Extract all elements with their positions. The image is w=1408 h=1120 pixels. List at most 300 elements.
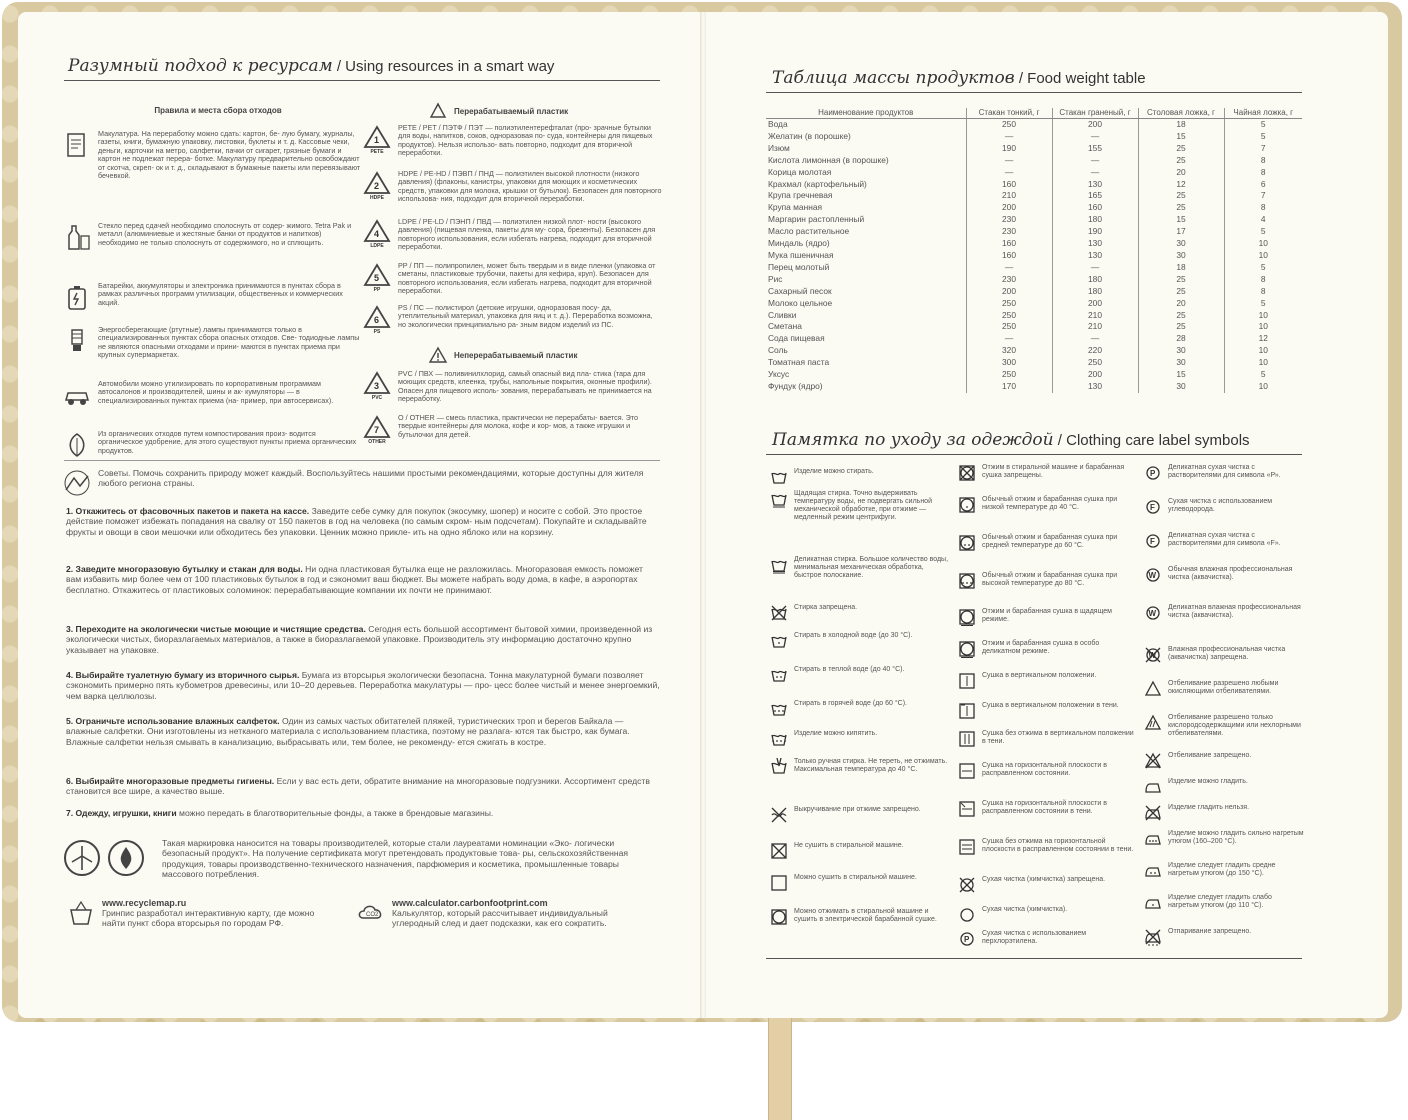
care-symbol-item bbox=[1144, 804, 1304, 822]
eco-leaf-icon bbox=[62, 838, 102, 878]
food-product-name: Корица молотая bbox=[768, 166, 832, 177]
food-table-value: 250 bbox=[966, 369, 1052, 381]
food-table-value: 12 bbox=[1224, 333, 1302, 345]
care-sqcircle-1-icon bbox=[958, 496, 976, 514]
care-symbol-item bbox=[770, 700, 950, 718]
food-table-row bbox=[766, 333, 1302, 345]
food-table-value: 250 bbox=[966, 298, 1052, 310]
svg-text:CO2: CO2 bbox=[366, 912, 379, 918]
care-iron-x-icon bbox=[1144, 804, 1162, 822]
food-product-name: Кислота лимонная (в порошке) bbox=[768, 154, 889, 165]
eco-drop-icon bbox=[106, 838, 146, 878]
care-symbol-label: Только ручная стирка. Не тереть, не отжимать. Максимальная температура до 40 °С. bbox=[794, 758, 948, 773]
care-symbol-item bbox=[770, 666, 950, 684]
food-table-value: 10 bbox=[1224, 321, 1302, 333]
care-symbol-item bbox=[1144, 752, 1304, 770]
plastic-code-abbr: PS bbox=[373, 329, 381, 335]
paper-icon bbox=[62, 130, 92, 160]
care-sq-vlines-icon bbox=[958, 730, 976, 748]
food-table-row bbox=[766, 155, 1302, 167]
tip-heading: 3. Переходите на экологически чистые моющие и чистящие средства. bbox=[66, 624, 366, 634]
food-table-row bbox=[766, 190, 1302, 202]
waste-rule-text: Стекло перед сдачей необходимо сполоснуть от содер- жимого. Tetra Pak и металл (алюминиевые и жестяные банки от продуктов и напитков) необходимо не только сполоснуть от содержимого, но и сплющить. bbox=[98, 221, 352, 247]
food-table-value: 250 bbox=[966, 119, 1052, 131]
food-product-name: Желатин (в порошке) bbox=[768, 130, 851, 141]
care-triangle-x-icon bbox=[1144, 752, 1162, 770]
food-table-value: 165 bbox=[1052, 190, 1138, 202]
care-tub-x-icon bbox=[770, 604, 788, 622]
waste-rule-text: Батарейки, аккумуляторы и электроника принимаются в пунктах сбора в рамках различных программ утилизации, общественных и коммерческих акций. bbox=[98, 281, 343, 307]
carbon-text: Калькулятор, который рассчитывает индивидуальный углеродный след и дает подсказки, как его сократить. bbox=[392, 908, 608, 929]
tip-text: Бумага из вторсырья экологически безопасна. Тонна макулатурной бумаги позволяет сэкономить примерно пять кубометров древесины, или 10–20 деревьев. Переработка макулатуры — про- цесс более чистый и менее энергоемкий, чем варка целлюлозы. bbox=[66, 670, 660, 701]
care-circle-f-icon bbox=[1144, 498, 1162, 516]
care-symbol-label: Отжим и барабанная сушка в особо деликатном режиме. bbox=[982, 640, 1100, 655]
care-symbol-item bbox=[1144, 464, 1304, 482]
tip-heading: 5. Ограничьте использование влажных салфеток. bbox=[66, 716, 280, 726]
food-table-value: 30 bbox=[1138, 345, 1224, 357]
food-table-value: 210 bbox=[1052, 310, 1138, 322]
nonrecyclable-heading bbox=[428, 346, 628, 364]
care-symbol-label: Изделие следует гладить слабо нагретым утюгом (до 110 °С). bbox=[1168, 894, 1272, 909]
food-table-row bbox=[766, 119, 1302, 131]
care-steam-x-icon bbox=[1144, 928, 1162, 946]
eco-label-block bbox=[62, 838, 662, 880]
food-table-row bbox=[766, 167, 1302, 179]
food-table-value: — bbox=[1052, 333, 1138, 345]
plastic-code-abbr: HDPE bbox=[370, 195, 384, 201]
care-circle-p-icon bbox=[1144, 464, 1162, 482]
care-sqcircle-bar-icon bbox=[958, 608, 976, 626]
plastic-code-text: PP / ПП — полипропилен, может быть твердым и в виде пленки (упаковка от сметаны, пластиковые трубочки, пакеты для кефира, круп). Безопасен для повторного использования, если избегать нагрева, подходит для вторичной переработки. bbox=[398, 261, 656, 296]
care-symbol-item bbox=[1144, 680, 1304, 698]
care-symbol-item bbox=[770, 730, 950, 748]
care-symbol-item bbox=[770, 806, 950, 824]
care-triangle-lines-icon bbox=[1144, 714, 1162, 732]
food-table-value: 8 bbox=[1224, 155, 1302, 167]
care-symbol-label: Выкручивание при отжиме запрещено. bbox=[794, 806, 921, 813]
care-symbol-item bbox=[770, 908, 950, 926]
care-symbol-item bbox=[770, 468, 950, 486]
care-symbol-item bbox=[958, 672, 1138, 690]
food-table-value: 25 bbox=[1138, 155, 1224, 167]
care-symbol-label: Изделие можно гладить сильно нагретым утюгом (160–200 °С). bbox=[1168, 830, 1304, 845]
care-symbol-label: Изделие можно кипятить. bbox=[794, 730, 878, 737]
care-symbol-item bbox=[1144, 928, 1304, 946]
care-symbol-label: Изделие можно гладить. bbox=[1168, 778, 1248, 785]
plastic-code-abbr: LDPE bbox=[370, 243, 384, 249]
food-table-value: 230 bbox=[966, 214, 1052, 226]
care-symbol-label: Можно сушить в стиральной машине. bbox=[794, 874, 917, 881]
care-symbol-item bbox=[958, 800, 1138, 818]
svg-text:W: W bbox=[1148, 609, 1157, 618]
food-product-name: Вода bbox=[768, 119, 788, 129]
care-square-circle-icon bbox=[770, 908, 788, 926]
food-table-value: 20 bbox=[1138, 167, 1224, 179]
food-table-value: 25 bbox=[1138, 274, 1224, 286]
food-table-value: 250 bbox=[1052, 357, 1138, 369]
care-square-icon bbox=[770, 874, 788, 892]
food-table-value: 210 bbox=[966, 190, 1052, 202]
food-table-value: 7 bbox=[1224, 190, 1302, 202]
plastic-code-number: 5 bbox=[374, 273, 380, 283]
care-tub-bar-icon bbox=[770, 490, 788, 508]
tip-heading: 2. Заведите многоразовую бутылку и стакан для воды. bbox=[66, 564, 303, 574]
plastic-code-text: PETE / PET / ПЭТФ / ПЭТ — полиэтилентерефталат (про- зрачные бутылки для воды, напитков, соков, одноразовая по- суда, контейнеры для пищевых продуктов). Нельзя использо- вать повторно, подходит для вторичной переработки. bbox=[398, 123, 653, 158]
food-table-value: 8 bbox=[1224, 286, 1302, 298]
food-table-value: 10 bbox=[1224, 345, 1302, 357]
waste-rule-item bbox=[62, 222, 362, 252]
care-symbol-item bbox=[1144, 830, 1304, 848]
plastic-code-number: 7 bbox=[374, 425, 380, 435]
recyclemap-link[interactable]: www.recyclemap.ru bbox=[102, 898, 187, 908]
care-symbol-item bbox=[1144, 862, 1304, 880]
care-symbol-item bbox=[958, 608, 1138, 626]
care-tub-4-icon bbox=[770, 730, 788, 748]
care-symbol-item bbox=[770, 556, 950, 580]
care-title-ru: Памятка по уходу за одеждой bbox=[772, 430, 1054, 450]
food-table-value: 160 bbox=[1052, 202, 1138, 214]
svg-text:F: F bbox=[1150, 537, 1155, 546]
waste-rule-text: Автомобили можно утилизировать по корпоративным программам автосалонов и производителей, шины и ак- кумуляторы — в специализированных пунктах приема (на- пример, при автосервисах). bbox=[98, 379, 334, 405]
care-symbol-item bbox=[958, 464, 1138, 482]
food-table-value: 130 bbox=[1052, 179, 1138, 191]
recyclemap-link-block bbox=[66, 898, 336, 929]
care-symbol-label: Щадящая стирка. Точно выдерживать температуру воды, не подвергать сильной механической обработке, при отжиме — медленный режим центрифуги. bbox=[794, 490, 932, 521]
food-product-name: Миндаль (ядро) bbox=[768, 238, 830, 249]
tips-icon bbox=[62, 468, 92, 498]
food-table-header: Стакан тонкий, г bbox=[966, 108, 1052, 119]
food-table-value: 30 bbox=[1138, 238, 1224, 250]
food-table-value: 4 bbox=[1224, 214, 1302, 226]
food-table-row bbox=[766, 310, 1302, 322]
basket-icon bbox=[66, 898, 96, 928]
care-symbol-label: Стирать в горячей воде (до 60 °С). bbox=[794, 700, 907, 707]
plastic-code-7-icon bbox=[362, 414, 392, 444]
food-table-value: 130 bbox=[1052, 238, 1138, 250]
tip-item bbox=[66, 564, 660, 595]
plastic-code-item bbox=[362, 124, 662, 158]
care-symbol-label: Обычный отжим и барабанная сушка при высокой температуре до 80 °С. bbox=[982, 572, 1118, 587]
food-product-name: Перец молотый bbox=[768, 261, 830, 272]
care-symbol-item bbox=[1144, 566, 1304, 584]
food-table-value: — bbox=[1052, 131, 1138, 143]
food-table-value: 320 bbox=[966, 345, 1052, 357]
care-sq-hlines-icon bbox=[958, 838, 976, 856]
food-table-value: 30 bbox=[1138, 357, 1224, 369]
care-symbol-item bbox=[958, 876, 1138, 894]
care-symbol-label: Стирать в холодной воде (до 30 °С). bbox=[794, 632, 913, 639]
right-page bbox=[706, 12, 1388, 1018]
care-tub-1-icon bbox=[770, 632, 788, 650]
care-sq-vline-icon bbox=[958, 672, 976, 690]
food-product-name: Мука пшеничная bbox=[768, 249, 834, 260]
care-sq-hline-shade-icon bbox=[958, 800, 976, 818]
food-table-row bbox=[766, 262, 1302, 274]
food-table-row bbox=[766, 345, 1302, 357]
care-tub-3-icon bbox=[770, 700, 788, 718]
care-symbol-item bbox=[958, 762, 1138, 780]
plastic-code-abbr: PETE bbox=[370, 149, 384, 155]
care-symbol-item bbox=[1144, 778, 1304, 796]
food-table-row bbox=[766, 143, 1302, 155]
care-symbol-item bbox=[1144, 646, 1304, 664]
food-product-name: Уксус bbox=[768, 369, 790, 380]
food-table-title bbox=[772, 68, 1146, 88]
bookmark-ribbon[interactable] bbox=[768, 1018, 792, 1120]
food-table-row bbox=[766, 202, 1302, 214]
food-table-value: 10 bbox=[1224, 357, 1302, 369]
food-table-row bbox=[766, 179, 1302, 191]
plastic-code-abbr: OTHER bbox=[368, 439, 386, 445]
warning-icon bbox=[428, 346, 448, 364]
care-symbol-item bbox=[770, 632, 950, 650]
food-table-value: 20 bbox=[1138, 298, 1224, 310]
plastic-code-abbr: PVC bbox=[371, 395, 383, 401]
plastic-code-text: PS / ПС — полистирол (детские игрушки, одноразовая посу- да, утеплительный материал, упаковка для яиц и т. д.). Переработка возможна, но экологически принципиально ра- зным видом изделий из ПС. bbox=[398, 303, 653, 329]
tip-text: можно передать в благотворительные фонды, а также в брендовые магазины. bbox=[176, 808, 494, 818]
care-symbol-label: Сухая чистка с использованием углеводорода. bbox=[1168, 498, 1273, 513]
food-table-value: 5 bbox=[1224, 131, 1302, 143]
food-table-value: 250 bbox=[966, 321, 1052, 333]
plastic-code-text: LDPE / PE-LD / ПЭНП / ПВД — полиэтилен низкой плот- ности (высокого давления) (пищевая пленка, пакеты для му- сора, брезенты). Безопасен для повторного использования, если избегать нагрева, подходит для вторичной переработки. bbox=[398, 217, 656, 252]
food-table-row bbox=[766, 286, 1302, 298]
care-symbol-item bbox=[958, 702, 1138, 720]
title-ru: Разумный подход к ресурсам bbox=[68, 56, 333, 76]
food-table-value: 5 bbox=[1224, 298, 1302, 310]
care-symbol-item bbox=[958, 730, 1138, 748]
care-symbol-label: Сушка на горизонтальной плоскости в расправленном состоянии в тени. bbox=[982, 800, 1107, 815]
food-title-rule bbox=[766, 92, 1302, 93]
care-symbol-label: Изделие гладить нельзя. bbox=[1168, 804, 1250, 811]
food-table-row bbox=[766, 214, 1302, 226]
waste-rule-item bbox=[62, 380, 362, 410]
food-table-value: 25 bbox=[1138, 321, 1224, 333]
care-iron-2-icon bbox=[1144, 862, 1162, 880]
plastic-code-2-icon bbox=[362, 170, 392, 200]
tip-text: Заведите себе сумку для покупок (экосумку, шопер) и носите с собой. Это простое действие поможет избежать попадания на свалку от 150 пакетов в год на человека (по самым скром- ным подсчетам). Покупайте и складывайте фрукты и овощи в свои мешочки или обходитесь без упаковки. Ценник можно прикле- ить на одно яблоко или на корзину. bbox=[66, 506, 647, 537]
care-symbol-item bbox=[1144, 894, 1304, 912]
food-table-row bbox=[766, 321, 1302, 333]
food-table-row bbox=[766, 250, 1302, 262]
food-table-value: 30 bbox=[1138, 381, 1224, 393]
care-circle-w-icon bbox=[1144, 566, 1162, 584]
waste-rule-item bbox=[62, 282, 362, 312]
tip-text: Ни одна пластиковая бутылка еще не разложилась. Многоразовая емкость поможет вам избавить мир более чем от 100 пластиковых бутылок в год и сэкономит ваш бюджет. Вы можете набрать воду дома, в кафе, в аэропортах бесплатно. Откажитесь от пластиковых соломинок: перерабатывающие компании их почти не принимают. bbox=[66, 564, 643, 595]
food-table-header: Столовая ложка, г bbox=[1138, 108, 1224, 119]
care-title-rule bbox=[766, 454, 1302, 455]
tips-intro-text: Советы. Помочь сохранить природу может каждый. Воспользуйтесь нашими простыми рекомендациями, которые доступны для жителя любого региона страны. bbox=[98, 468, 644, 489]
food-table-value: 15 bbox=[1138, 214, 1224, 226]
care-symbol-item bbox=[1144, 604, 1304, 622]
plastic-code-item bbox=[362, 170, 662, 204]
waste-rules-heading: Правила и места сбора отходов bbox=[154, 106, 282, 115]
food-table-value: 160 bbox=[966, 238, 1052, 250]
food-table-value: 28 bbox=[1138, 333, 1224, 345]
food-table-value: — bbox=[966, 167, 1052, 179]
organic-icon bbox=[62, 430, 92, 460]
care-symbol-label: Сушка в вертикальном положении в тени. bbox=[982, 702, 1119, 709]
food-table-value: 25 bbox=[1138, 286, 1224, 298]
care-twist-x-icon bbox=[770, 806, 788, 824]
food-table-value: 15 bbox=[1138, 131, 1224, 143]
care-triangle-icon bbox=[1144, 680, 1162, 698]
food-table-value: 200 bbox=[1052, 119, 1138, 131]
food-table-value: 160 bbox=[966, 179, 1052, 191]
food-product-name: Маргарин растопленный bbox=[768, 214, 865, 225]
care-sq-hline-icon bbox=[958, 762, 976, 780]
care-symbol-label: Изделие следует гладить средне нагретым утюгом (до 150 °С). bbox=[1168, 862, 1276, 877]
food-table-value: 210 bbox=[1052, 321, 1138, 333]
care-iron-3-icon bbox=[1144, 830, 1162, 848]
care-symbol-item bbox=[958, 838, 1138, 856]
care-symbol-label: Деликатная сухая чистка с растворителями для символа «F». bbox=[1168, 532, 1281, 547]
food-table-value: 15 bbox=[1138, 369, 1224, 381]
food-table-value: 250 bbox=[966, 310, 1052, 322]
waste-rule-text: Энергосберегающие (ртутные) лампы принимаются только в специализированных пунктах сбора опасных отходов. Све- тодиодные лампы не являются опасными отходами и прини- маются в пунктах приема при крупных супермаркетах. bbox=[98, 325, 360, 360]
care-symbol-label: Отпаривание запрещено. bbox=[1168, 928, 1252, 935]
tip-item bbox=[66, 776, 660, 797]
care-symbol-label: Деликатная сухая чистка с растворителями для символа «Р». bbox=[1168, 464, 1281, 479]
food-product-name: Сода пищевая bbox=[768, 333, 825, 344]
food-table-row bbox=[766, 131, 1302, 143]
food-product-name: Рис bbox=[768, 273, 783, 284]
food-table-value: 18 bbox=[1138, 119, 1224, 131]
plastic-code-item bbox=[362, 370, 662, 404]
food-title-ru: Таблица массы продуктов bbox=[772, 68, 1015, 88]
plastic-code-number: 4 bbox=[374, 229, 380, 239]
food-table-value: — bbox=[1052, 262, 1138, 274]
food-table-value: — bbox=[1052, 155, 1138, 167]
waste-rule-text: Из органических отходов путем компостирования произ- водится органическое удобрение, для этого существуют пункты приема органических продуктов. bbox=[98, 429, 357, 455]
food-table-row bbox=[766, 357, 1302, 369]
waste-rule-item bbox=[62, 430, 362, 460]
food-product-name: Сахарный песок bbox=[768, 285, 832, 296]
nonrecyclable-heading-text: Неперерабатываемый пластик bbox=[454, 350, 578, 360]
care-bottom-rule bbox=[766, 958, 1302, 959]
food-product-name: Сметана bbox=[768, 321, 802, 332]
food-table-value: 5 bbox=[1224, 262, 1302, 274]
food-table-value: 25 bbox=[1138, 310, 1224, 322]
plastic-code-4-icon bbox=[362, 218, 392, 248]
food-table-value: 10 bbox=[1224, 310, 1302, 322]
food-product-name: Масло растительное bbox=[768, 226, 850, 237]
care-circle-w-x-icon bbox=[1144, 646, 1162, 664]
tip-item bbox=[66, 506, 660, 537]
food-table-value: 200 bbox=[966, 202, 1052, 214]
food-product-name: Сливки bbox=[768, 309, 797, 320]
svg-text:P: P bbox=[1150, 469, 1156, 478]
food-table-value: 10 bbox=[1224, 238, 1302, 250]
care-symbol-item bbox=[958, 534, 1138, 552]
care-sqcircle-3-icon bbox=[958, 572, 976, 590]
food-table-value: 220 bbox=[1052, 345, 1138, 357]
food-table-value: — bbox=[1052, 167, 1138, 179]
care-symbol-label: Сушка на горизонтальной плоскости в расправленном состоянии. bbox=[982, 762, 1107, 777]
care-sqcircle-x-icon bbox=[958, 464, 976, 482]
food-table-value: 230 bbox=[966, 274, 1052, 286]
tip-heading: 7. Одежду, игрушки, книги bbox=[66, 808, 177, 818]
food-table-value: — bbox=[966, 333, 1052, 345]
care-hand-icon bbox=[770, 758, 788, 776]
food-table-value: 25 bbox=[1138, 190, 1224, 202]
food-table-value: — bbox=[966, 262, 1052, 274]
tip-item bbox=[66, 716, 660, 747]
tip-item bbox=[66, 808, 660, 818]
waste-rule-text: Макулатура. На переработку можно сдать: картон, бе- лую бумагу, журналы, газеты, книги, бумажную упаковку, листовки, буклеты и т. д. Кассовые чеки, деньги, карточки на метро, салфетки, пачки от сигарет, грязные бумаги и картон не подлежат перера- ботке. Макулатуру предварительно освобождают от скотча, скреп- ок и т. д., складывают в бумажные пакеты или перевязывают бечевкой. bbox=[98, 129, 361, 181]
tip-text: Если у вас есть дети, обратите внимание на многоразовые подгузники. Ассортимент средств становится все шире, а качество выше. bbox=[66, 776, 650, 797]
care-symbol-label: Отжим и барабанная сушка в щадящем режиме. bbox=[982, 608, 1112, 623]
carbon-link-block bbox=[356, 898, 656, 929]
care-symbol-item bbox=[770, 604, 950, 622]
plastic-code-item bbox=[362, 414, 662, 444]
co2-cloud-icon bbox=[356, 898, 386, 928]
food-table-value: 190 bbox=[1052, 226, 1138, 238]
care-circle-x-icon bbox=[958, 876, 976, 894]
carbon-link[interactable]: www.calculator.carbonfootprint.com bbox=[392, 898, 548, 908]
recyclemap-text: Гринпис разработал интерактивную карту, где можно найти пункт сбора вторсырья по городам РФ. bbox=[102, 908, 315, 929]
food-table-value: 190 bbox=[966, 143, 1052, 155]
food-table-value: 130 bbox=[1052, 381, 1138, 393]
food-table-row bbox=[766, 238, 1302, 250]
tip-text: Один из самых частых обитателей пляжей, туристических троп и берегов Байкала — влажные салфетки. Они изготовлены из нетканого материала с использованием пластика, поэтому не разлага- ются так быстро, как бумага. Влажные салфетки нельзя смывать в канализацию, выбрасывать или, тем более, не рекоменду- ется сжигать в костре. bbox=[66, 716, 630, 747]
food-product-name: Соль bbox=[768, 345, 788, 356]
food-product-name: Томатная паста bbox=[768, 357, 830, 368]
plastic-code-1-icon bbox=[362, 124, 392, 154]
food-table-value: 8 bbox=[1224, 202, 1302, 214]
food-table-value: 170 bbox=[966, 381, 1052, 393]
care-symbol-item bbox=[958, 930, 1138, 948]
plastic-code-5-icon bbox=[362, 262, 392, 292]
care-symbol-label: Можно отжимать в стиральной машине и сушить в электрической барабанной сушке. bbox=[794, 908, 937, 923]
svg-text:P: P bbox=[964, 935, 970, 944]
care-tub-icon bbox=[770, 468, 788, 486]
food-table-value: — bbox=[966, 155, 1052, 167]
svg-text:W: W bbox=[1148, 571, 1157, 580]
care-tub-2bar-icon bbox=[770, 556, 788, 574]
care-symbol-label: Сухая чистка (химчистка) запрещена. bbox=[982, 876, 1106, 883]
waste-rule-item bbox=[62, 130, 362, 180]
plastic-code-number: 3 bbox=[374, 381, 380, 391]
care-symbol-item bbox=[1144, 498, 1304, 516]
food-table-value: 12 bbox=[1138, 179, 1224, 191]
food-table-value: 25 bbox=[1138, 143, 1224, 155]
food-table-value: 300 bbox=[966, 357, 1052, 369]
car-icon bbox=[62, 380, 92, 410]
care-symbol-label: Обычная влажная профессиональная чистка (аквачистка). bbox=[1168, 566, 1293, 581]
battery-icon bbox=[62, 282, 92, 312]
food-table-header: Чайная ложка, г bbox=[1224, 108, 1302, 119]
care-symbol-label: Сушка в вертикальном положении. bbox=[982, 672, 1097, 679]
care-iron-1-icon bbox=[1144, 894, 1162, 912]
tip-heading: 6. Выбирайте многоразовые предметы гигиены. bbox=[66, 776, 275, 786]
plastic-code-abbr: PP bbox=[373, 287, 381, 293]
food-table-row bbox=[766, 381, 1302, 393]
food-product-name: Фундук (ядро) bbox=[768, 380, 823, 391]
plastic-code-3-icon bbox=[362, 370, 392, 400]
waste-rule-item bbox=[62, 326, 362, 360]
eco-label-text: Такая маркировка наносится на товары производителей, которые стали лауреатами номинации «Эко- логически безопасный продукт». На получение сертификата могут претендовать продуктовые това- ры, сельскохозяйственная продукция, товары производственно-технического назначения, парфюмерия и косметика, промышленные товары массового потребления. bbox=[162, 838, 629, 880]
care-symbol-item bbox=[770, 490, 950, 522]
care-symbol-item bbox=[770, 842, 950, 860]
care-circle-icon bbox=[958, 906, 976, 924]
food-table-row bbox=[766, 274, 1302, 286]
plastic-code-text: O / OTHER — смесь пластика, практически не перерабаты- вается. Это твердые контейнеры для молока, кофе и кор- мов, а также игрушки и бутылочки для детей. bbox=[398, 413, 639, 439]
recyclable-heading bbox=[428, 102, 628, 120]
food-table-value: 25 bbox=[1138, 202, 1224, 214]
care-square-x-icon bbox=[770, 842, 788, 860]
plastic-code-text: PVC / ПВХ — поливинилхлорид, самый опасный вид пла- стика (тара для моющих средств, клеенка, трубы, напольные покрытия, оконные профили). Опасен для пищевого исполь- зования, перерабатывать не принимается на переработку. bbox=[398, 369, 652, 404]
care-sq-vline-shade-icon bbox=[958, 702, 976, 720]
